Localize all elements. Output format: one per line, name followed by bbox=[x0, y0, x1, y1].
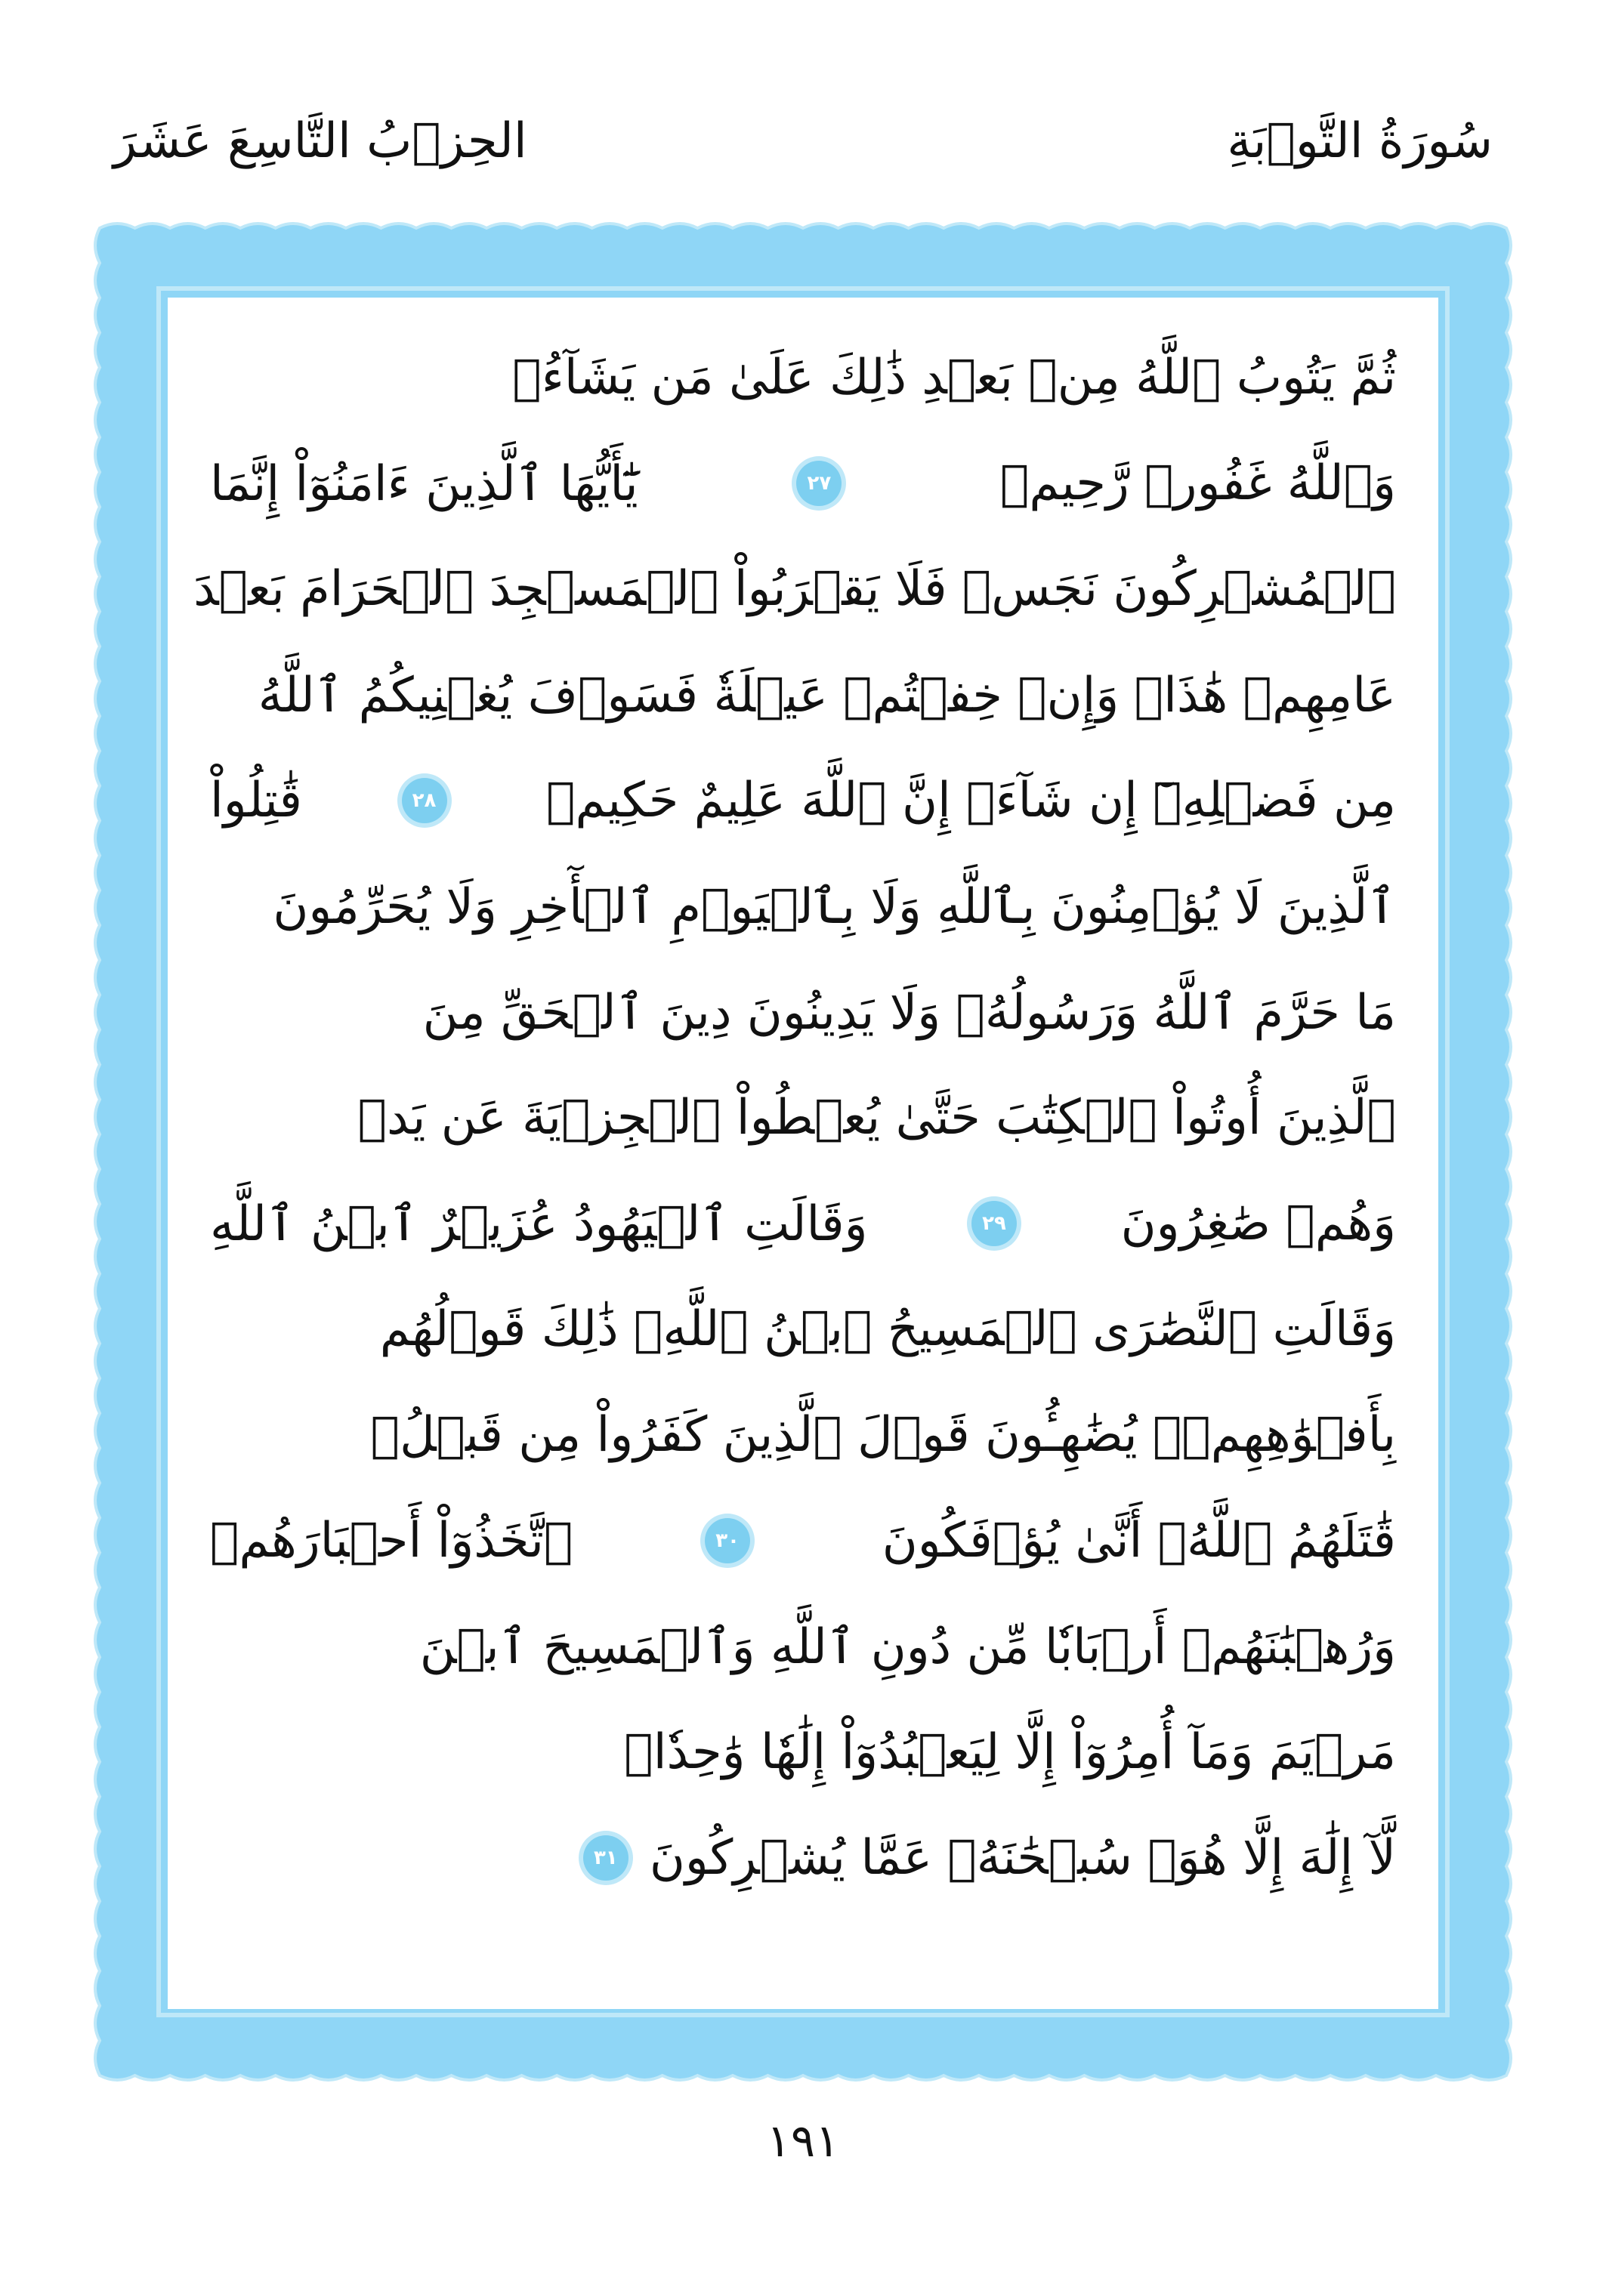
text-line bbox=[193, 536, 1396, 642]
verse-text: قَٰتَلَهُمُ ٱللَّهُۖ أَنَّىٰ يُؤۡفَكُونَ bbox=[882, 1513, 1396, 1569]
verse-text: يَٰٓأَيُّهَا ٱلَّذِينَ ءَامَنُوٓاْ إِنَّمَا bbox=[210, 455, 638, 512]
text-line bbox=[210, 1171, 1396, 1276]
page-header bbox=[113, 113, 1493, 196]
text-line bbox=[210, 325, 1396, 430]
text-line bbox=[210, 1276, 1396, 1382]
text-line bbox=[210, 1488, 1396, 1594]
verse-text: وَرُهۡبَٰنَهُمۡ أَرۡبَابٗا مِّن دُونِ ٱللَّهِ وَٱلۡمَسِيحَ ٱبۡنَ bbox=[419, 1619, 1396, 1675]
text-line bbox=[210, 1594, 1396, 1699]
verse-text: مَا حَرَّمَ ٱللَّهُ وَرَسُولُهُۥ وَلَا يَدِينُونَ دِينَ ٱلۡحَقِّ مِنَ bbox=[422, 984, 1396, 1041]
ayah-number-marker: ٣١ bbox=[583, 1835, 629, 1881]
text-line bbox=[210, 642, 1396, 748]
verse-text: بِأَفۡوَٰهِهِمۡۖ يُضَٰهِـُٔونَ قَوۡلَ ٱلَّذِينَ كَفَرُواْ مِن قَبۡلُۚ bbox=[370, 1407, 1396, 1463]
text-line bbox=[210, 1382, 1396, 1488]
verse-text: ثُمَّ يَتُوبُ ٱللَّهُ مِنۢ بَعۡدِ ذَٰلِكَ عَلَىٰ مَن يَشَآءُۗ bbox=[512, 350, 1396, 406]
ayah-number-marker: ٢٧ bbox=[796, 461, 842, 506]
verse-text: قَٰتِلُواْ bbox=[210, 773, 302, 829]
text-line bbox=[210, 853, 1396, 959]
text-line bbox=[210, 959, 1396, 1065]
text-line bbox=[210, 430, 1396, 536]
hizb-name: الحِزۡبُ التَّاسِعَ عَشَرَ bbox=[113, 113, 527, 169]
page-number: ١٩١ bbox=[766, 2115, 840, 2168]
verse-text: مِن فَضۡلِهِۦٓ إِن شَآءَۚ إِنَّ ٱللَّهَ عَلِيمٌ حَكِيمٞ bbox=[546, 773, 1396, 829]
ayah-number-marker: ٣٠ bbox=[705, 1518, 750, 1563]
verse-text: ٱلۡمُشۡرِكُونَ نَجَسٞ فَلَا يَقۡرَبُواْ ٱلۡمَسۡجِدَ ٱلۡحَرَامَ بَعۡدَ bbox=[193, 561, 1396, 617]
verse-text: وَٱللَّهُ غَفُورٞ رَّحِيمٞ bbox=[1000, 455, 1396, 511]
text-line bbox=[210, 1699, 1396, 1805]
surah-name: سُورَةُ التَّوۡبَةِ bbox=[1227, 113, 1493, 169]
verse-text: عَامِهِمۡ هَٰذَاۚ وَإِنۡ خِفۡتُمۡ عَيۡلَةٗ فَسَوۡفَ يُغۡنِيكُمُ ٱللَّهُ bbox=[258, 667, 1396, 724]
verse-text: وَقَالَتِ ٱلنَّصَٰرَى ٱلۡمَسِيحُ ٱبۡنُ ٱللَّهِۖ ذَٰلِكَ قَوۡلُهُم bbox=[379, 1301, 1396, 1357]
verse-text: ٱتَّخَذُوٓاْ أَحۡبَارَهُمۡ bbox=[210, 1513, 573, 1569]
verse-text: وَهُمۡ صَٰغِرُونَ bbox=[1120, 1196, 1396, 1251]
ayah-number-marker: ٢٨ bbox=[402, 778, 447, 823]
text-line bbox=[210, 1805, 1396, 1911]
text-line bbox=[210, 1065, 1396, 1171]
verse-text: ٱلَّذِينَ أُوتُواْ ٱلۡكِتَٰبَ حَتَّىٰ يُعۡطُواْ ٱلۡجِزۡيَةَ عَن يَدٖ bbox=[357, 1090, 1396, 1146]
verse-text: لَّآ إِلَٰهَ إِلَّا هُوَۚ سُبۡحَٰنَهُۥ عَمَّا يُشۡرِكُونَ bbox=[649, 1830, 1396, 1886]
ayah-number-marker: ٢٩ bbox=[971, 1201, 1017, 1246]
quran-text-panel bbox=[168, 298, 1438, 2009]
verse-text: وَقَالَتِ ٱلۡيَهُودُ عُزَيۡرٌ ٱبۡنُ ٱللَّهِ bbox=[210, 1196, 868, 1252]
verse-text: ٱلَّذِينَ لَا يُؤۡمِنُونَ بِٱللَّهِ وَلَا بِٱلۡيَوۡمِ ٱلۡأٓخِرِ وَلَا يُحَرِّمُونَ bbox=[273, 878, 1396, 935]
text-line bbox=[210, 748, 1396, 853]
verse-text: مَرۡيَمَ وَمَآ أُمِرُوٓاْ إِلَّا لِيَعۡبُدُوٓاْ إِلَٰهٗا وَٰحِدٗاۖ bbox=[624, 1724, 1396, 1780]
